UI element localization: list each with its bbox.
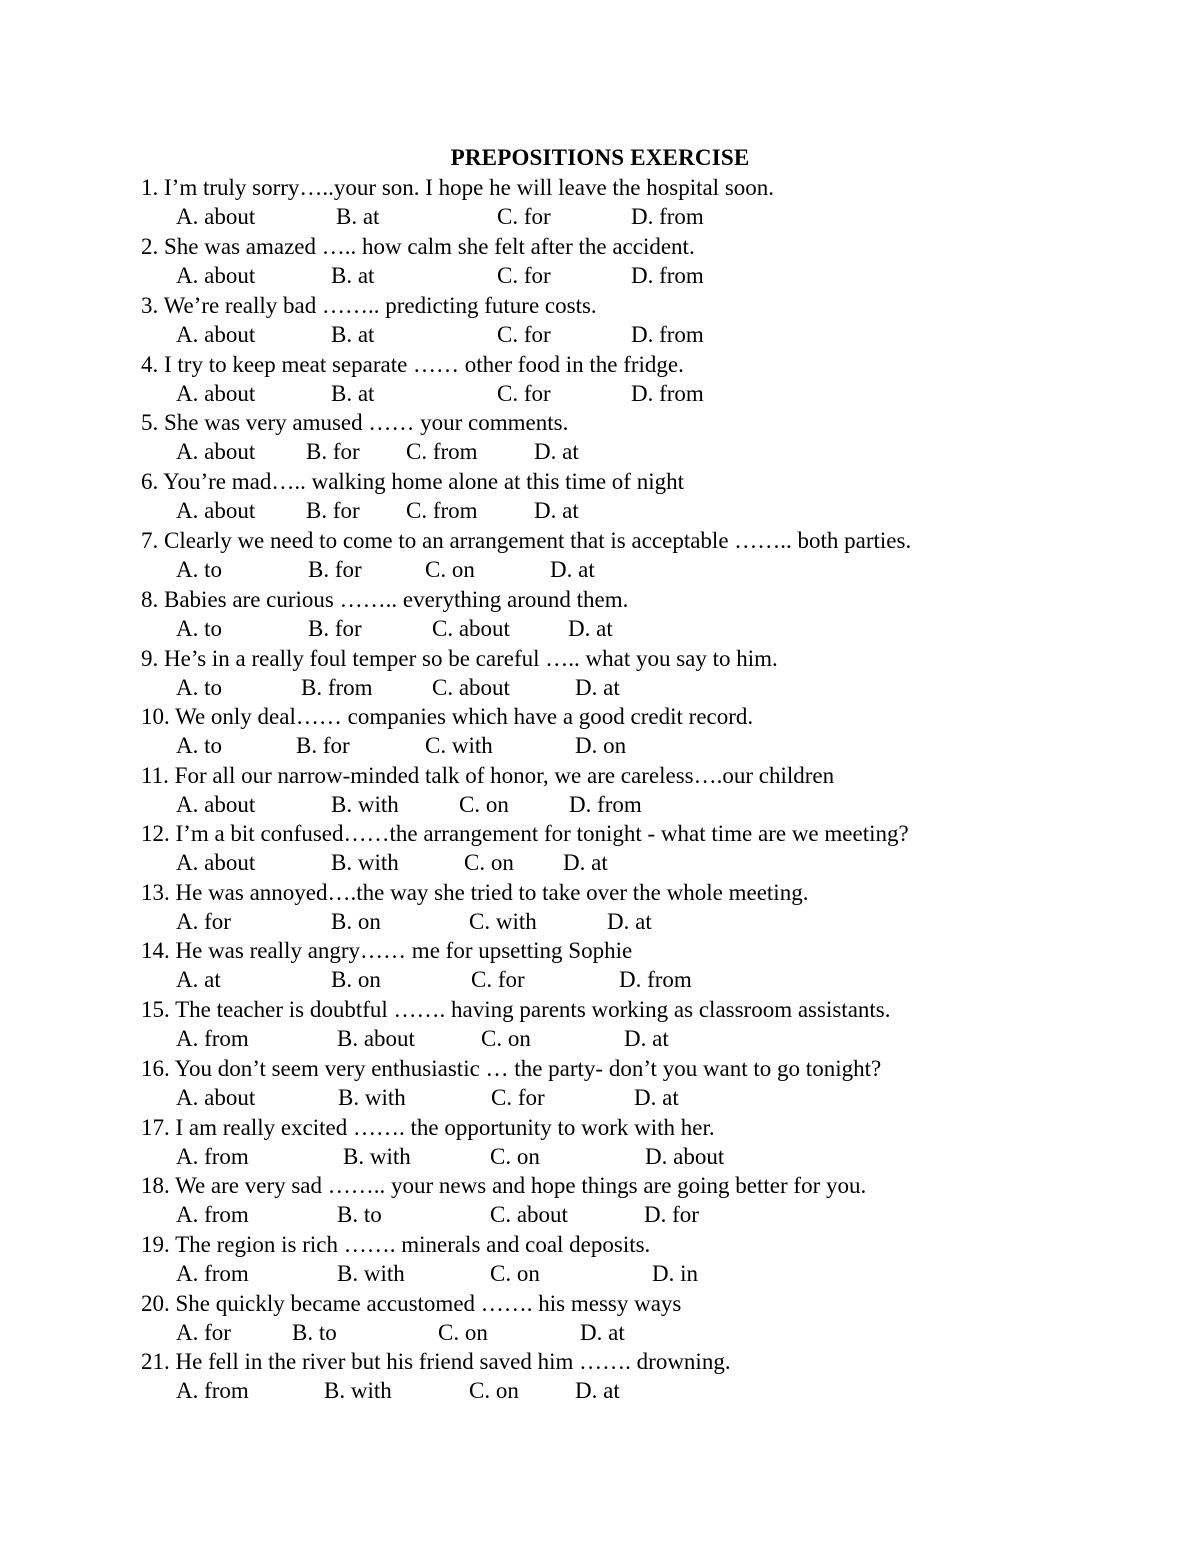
answer-option: A. to (176, 675, 222, 700)
answer-option: D. from (631, 263, 704, 288)
answer-option: B. for (308, 557, 362, 582)
answer-option: A. for (176, 1320, 231, 1345)
answer-option: A. about (176, 204, 256, 229)
answer-option: C. on (481, 1026, 531, 1051)
answer-option: C. for (471, 967, 525, 992)
answer-option: C. for (497, 263, 551, 288)
answer-option: B. to (337, 1202, 382, 1227)
answer-option: A. about (176, 381, 256, 406)
answer-option: D. at (575, 675, 620, 700)
answer-option: A. from (176, 1261, 249, 1286)
answer-option: C. about (432, 675, 510, 700)
question-text: 5. She was very amused …… your comments. (141, 410, 569, 435)
answer-option: D. at (607, 909, 652, 934)
answer-option: D. from (631, 204, 704, 229)
question-text: 3. We’re really bad …….. predicting future costs. (141, 293, 597, 318)
page-title: PREPOSITIONS EXERCISE (450, 145, 750, 170)
answer-option: B. for (306, 498, 360, 523)
question-text: 4. I try to keep meat separate …… other food in the fridge. (141, 352, 684, 377)
answer-option: C. for (497, 204, 551, 229)
answer-option: B. at (336, 204, 380, 229)
answer-option: B. with (331, 850, 399, 875)
answer-option: B. to (292, 1320, 337, 1345)
question-text: 2. She was amazed ….. how calm she felt after the accident. (141, 234, 695, 259)
answer-option: C. from (406, 498, 478, 523)
answer-option: C. on (490, 1261, 540, 1286)
question-text: 7. Clearly we need to come to an arrangement that is acceptable …….. both parties. (141, 528, 912, 553)
answer-option: A. about (176, 1085, 256, 1110)
answer-option: C. about (432, 616, 510, 641)
question-text: 17. I am really excited ……. the opportunity to work with her. (141, 1115, 715, 1140)
answer-option: D. from (631, 381, 704, 406)
answer-option: D. at (568, 616, 613, 641)
answer-option: C. for (497, 322, 551, 347)
answer-option: A. about (176, 263, 256, 288)
answer-option: C. on (459, 792, 509, 817)
answer-option: B. with (324, 1378, 392, 1403)
answer-option: D. at (624, 1026, 669, 1051)
question-text: 19. The region is rich ……. minerals and coal deposits. (141, 1232, 651, 1257)
answer-option: A. from (176, 1202, 249, 1227)
answer-option: B. about (337, 1026, 415, 1051)
answer-option: A. about (176, 792, 256, 817)
answer-option: C. with (469, 909, 537, 934)
answer-option: C. for (497, 381, 551, 406)
answer-option: D. at (534, 439, 579, 464)
question-text: 12. I’m a bit confused……the arrangement for tonight - what time are we meeting? (141, 821, 909, 846)
answer-option: D. for (644, 1202, 699, 1227)
answer-option: B. for (296, 733, 350, 758)
answer-option: D. from (569, 792, 642, 817)
answer-option: C. on (425, 557, 475, 582)
answer-option: B. for (306, 439, 360, 464)
answer-option: C. on (469, 1378, 519, 1403)
answer-option: D. at (534, 498, 579, 523)
answer-option: A. about (176, 439, 256, 464)
answer-option: B. with (331, 792, 399, 817)
answer-option: B. with (337, 1261, 405, 1286)
answer-option: C. from (406, 439, 478, 464)
question-text: 18. We are very sad …….. your news and hope things are going better for you. (141, 1173, 867, 1198)
answer-option: B. on (331, 909, 381, 934)
answer-option: B. with (343, 1144, 411, 1169)
answer-option: A. from (176, 1144, 249, 1169)
answer-option: A. for (176, 909, 231, 934)
answer-option: A. about (176, 498, 256, 523)
answer-option: D. in (652, 1261, 698, 1286)
answer-option: C. on (490, 1144, 540, 1169)
answer-option: B. at (331, 322, 375, 347)
answer-option: C. about (490, 1202, 568, 1227)
question-text: 9. He’s in a really foul temper so be careful ….. what you say to him. (141, 646, 778, 671)
answer-option: A. about (176, 322, 256, 347)
question-text: 6. You’re mad….. walking home alone at this time of night (141, 469, 684, 494)
answer-option: B. from (301, 675, 373, 700)
question-text: 13. He was annoyed….the way she tried to take over the whole meeting. (141, 880, 809, 905)
answer-option: B. at (331, 263, 375, 288)
answer-option: D. at (580, 1320, 625, 1345)
answer-option: B. at (331, 381, 375, 406)
answer-option: A. to (176, 557, 222, 582)
question-text: 1. I’m truly sorry…..your son. I hope he will leave the hospital soon. (141, 175, 775, 200)
answer-option: D. from (631, 322, 704, 347)
answer-option: B. for (308, 616, 362, 641)
answer-option: C. with (425, 733, 493, 758)
answer-option: D. at (563, 850, 608, 875)
question-text: 20. She quickly became accustomed ……. his messy ways (141, 1291, 682, 1316)
question-text: 8. Babies are curious …….. everything around them. (141, 587, 629, 612)
answer-option: C. on (438, 1320, 488, 1345)
answer-option: A. to (176, 616, 222, 641)
answer-option: D. on (575, 733, 627, 758)
answer-option: D. at (575, 1378, 620, 1403)
answer-option: D. at (550, 557, 595, 582)
answer-option: C. for (491, 1085, 545, 1110)
question-text: 10. We only deal…… companies which have a good credit record. (141, 704, 754, 729)
answer-option: B. on (331, 967, 381, 992)
answer-option: C. on (464, 850, 514, 875)
answer-option: A. from (176, 1378, 249, 1403)
answer-option: B. with (338, 1085, 406, 1110)
question-text: 11. For all our narrow-minded talk of honor, we are careless….our children (141, 763, 835, 788)
answer-option: A. to (176, 733, 222, 758)
question-text: 15. The teacher is doubtful ……. having parents working as classroom assistants. (141, 997, 891, 1022)
answer-option: D. from (619, 967, 692, 992)
answer-option: A. about (176, 850, 256, 875)
answer-option: D. at (634, 1085, 679, 1110)
question-text: 14. He was really angry…… me for upsetting Sophie (141, 938, 633, 963)
question-text: 16. You don’t seem very enthusiastic … the party- don’t you want to go tonight? (141, 1056, 882, 1081)
answer-option: D. about (645, 1144, 725, 1169)
question-text: 21. He fell in the river but his friend saved him ……. drowning. (141, 1349, 731, 1374)
answer-option: A. from (176, 1026, 249, 1051)
answer-option: A. at (176, 967, 221, 992)
